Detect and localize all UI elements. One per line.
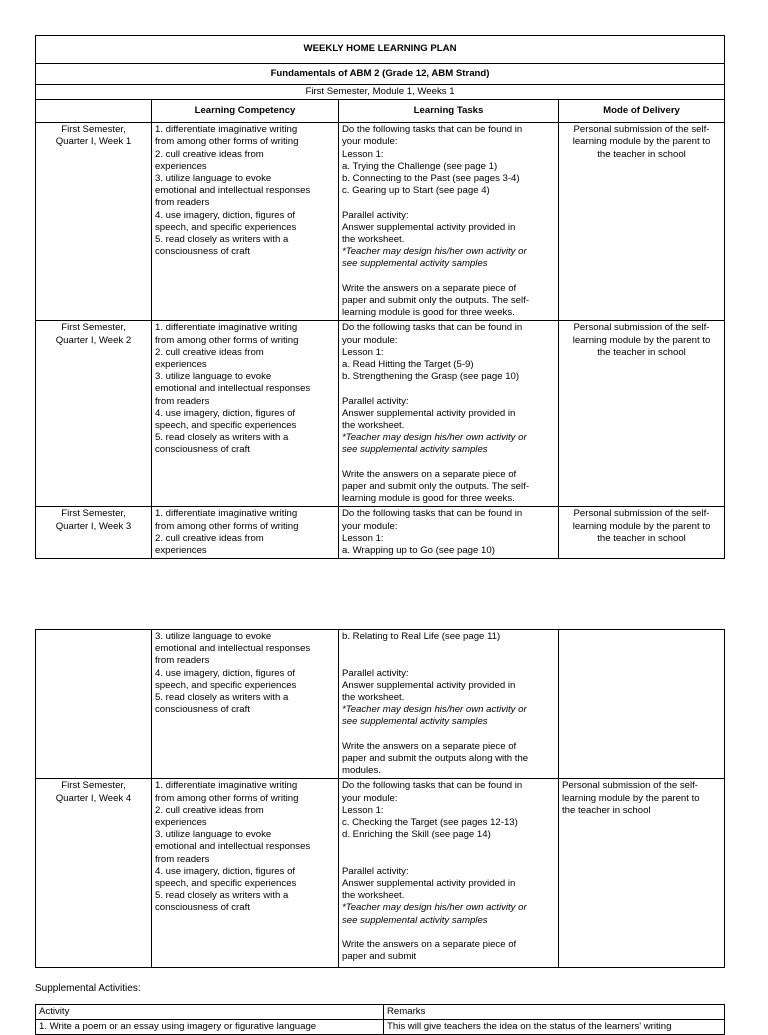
competency-cell [152, 123, 339, 321]
task-line: Do the following tasks that can be found in [342, 322, 523, 334]
competency-line: 2. cull creative ideas from [155, 532, 264, 544]
competency-line: 1. differentiate imaginative writing [155, 124, 298, 136]
delivery-cell [559, 321, 725, 507]
competency-line: 2. cull creative ideas from [155, 346, 264, 358]
competency-line: consciousness of craft [155, 246, 250, 258]
task-line: learning module is good for three weeks. [342, 307, 515, 319]
task-line: your module: [342, 792, 398, 804]
task-note: *Teacher may design his/her own activity or [342, 902, 527, 914]
week-label: Quarter I, Week 3 [55, 520, 132, 532]
task-line: Answer supplemental activity provided in [342, 877, 516, 889]
task-note: *Teacher may design his/her own activity or [342, 432, 527, 444]
activity-cell: 1. Write a poem or an essay using imagery or figurative language [36, 1020, 384, 1035]
task-line: paper and submit only the outputs. The self- [342, 481, 530, 493]
task-line: paper and submit only the outputs. The self- [342, 295, 530, 307]
task-line: modules. [342, 765, 381, 777]
competency-line: speech, and specific experiences [155, 878, 297, 890]
task-line: Lesson 1: [342, 148, 384, 160]
week-label: Quarter I, Week 1 [55, 136, 132, 148]
competency-line: consciousness of craft [155, 704, 250, 716]
task-line: the worksheet. [342, 890, 405, 902]
week-label: First Semester, [61, 124, 126, 136]
competency-line: consciousness of craft [155, 902, 250, 914]
task-line: a. Trying the Challenge (see page 1) [342, 160, 498, 172]
task-line: a. Read Hitting the Target (5-9) [342, 359, 474, 371]
task-line: b. Relating to Real Life (see page 11) [342, 631, 501, 642]
spacer [342, 854, 555, 866]
week-label: First Semester, [61, 322, 126, 334]
spacer [342, 643, 555, 655]
competency-line: 5. read closely as writers with a [155, 692, 289, 704]
competency-line: emotional and intellectual responses [155, 643, 311, 655]
task-line: Lesson 1: [342, 532, 384, 544]
header-mode-of-delivery: Mode of Delivery [559, 100, 725, 123]
competency-line: 3. utilize language to evoke [155, 371, 272, 383]
competency-line: emotional and intellectual responses [155, 383, 311, 395]
week-label: Quarter I, Week 2 [55, 334, 132, 346]
task-line: paper and submit [342, 951, 417, 963]
task-note: see supplemental activity samples [342, 716, 488, 728]
competency-line: experiences [155, 359, 207, 371]
spacer [342, 271, 555, 283]
spacer [342, 383, 555, 395]
task-note: *Teacher may design his/her own activity or [342, 246, 527, 258]
delivery-cell [559, 630, 725, 779]
task-note: see supplemental activity samples [342, 914, 488, 926]
competency-line: 5. read closely as writers with a [155, 234, 289, 246]
task-note: see supplemental activity samples [342, 444, 488, 456]
task-line: the worksheet. [342, 691, 405, 703]
competency-line: from readers [155, 395, 210, 407]
spacer [342, 841, 555, 853]
competency-line: experiences [155, 160, 207, 172]
competency-line: 3. utilize language to evoke [155, 173, 272, 185]
competency-line: experiences [155, 817, 207, 828]
document-subtitle: Fundamentals of ABM 2 (Grade 12, ABM Strand) [36, 64, 725, 85]
competency-line: 4. use imagery, diction, figures of [155, 209, 296, 221]
supplemental-activities-table [35, 1004, 725, 1035]
competency-line: 5. read closely as writers with a [155, 890, 289, 902]
task-line: your module: [342, 136, 398, 148]
task-line: Parallel activity: [342, 395, 409, 407]
task-line: c. Gearing up to Start (see page 4) [342, 185, 490, 197]
week-cell [36, 779, 152, 968]
tasks-cell [339, 123, 559, 321]
week-label: First Semester, [61, 508, 126, 520]
task-line: Do the following tasks that can be found in [342, 780, 523, 792]
header-week [36, 100, 152, 123]
task-note: see supplemental activity samples [342, 258, 488, 270]
task-line: Do the following tasks that can be found in [342, 124, 523, 136]
task-line: the worksheet. [342, 234, 405, 246]
delivery-line: learning module by the parent to [572, 334, 711, 346]
task-line: your module: [342, 520, 398, 532]
competency-line: 1. differentiate imaginative writing [155, 780, 298, 792]
delivery-line: learning module by the parent to [572, 520, 711, 532]
task-line: paper and submit the outputs along with the [342, 752, 529, 764]
week-cell [36, 321, 152, 507]
competency-line: from among other forms of writing [155, 792, 299, 804]
delivery-line: Personal submission of the self- [573, 508, 710, 520]
competency-line: 2. cull creative ideas from [155, 148, 264, 160]
header-learning-tasks: Learning Tasks [339, 100, 559, 123]
task-line: Write the answers on a separate piece of [342, 740, 517, 752]
week-cell [36, 507, 152, 559]
spacer [342, 927, 555, 939]
competency-line: from among other forms of writing [155, 136, 299, 148]
supplemental-activities-label: Supplemental Activities: [35, 983, 141, 994]
week-label: Quarter I, Week 4 [55, 792, 132, 804]
tasks-cell [339, 507, 559, 559]
delivery-cell [559, 507, 725, 559]
competency-line: speech, and specific experiences [155, 221, 297, 233]
competency-line: 4. use imagery, diction, figures of [155, 667, 296, 679]
competency-line: consciousness of craft [155, 444, 250, 456]
document-title: WEEKLY HOME LEARNING PLAN [36, 36, 725, 64]
task-line: d. Enriching the Skill (see page 14) [342, 829, 491, 841]
competency-cell [152, 507, 339, 559]
spacer [342, 197, 555, 209]
competency-line: experiences [155, 545, 207, 557]
competency-line: 1. differentiate imaginative writing [155, 508, 298, 520]
task-line: Write the answers on a separate piece of [342, 468, 517, 480]
task-line: Write the answers on a separate piece of [342, 282, 517, 294]
competency-line: speech, and specific experiences [155, 420, 297, 432]
delivery-cell [559, 123, 725, 321]
header-learning-competency: Learning Competency [152, 100, 339, 123]
weekly-plan-table [35, 35, 725, 559]
competency-line: 4. use imagery, diction, figures of [155, 407, 296, 419]
competency-line: 4. use imagery, diction, figures of [155, 865, 296, 877]
spacer [342, 729, 555, 741]
table-row [36, 507, 725, 559]
competency-line: 3. utilize language to evoke [155, 631, 272, 642]
task-line: Parallel activity: [342, 209, 409, 221]
spacer [342, 457, 555, 469]
task-line: Do the following tasks that can be found in [342, 508, 523, 520]
task-line: Write the answers on a separate piece of [342, 938, 517, 950]
week-cell [36, 630, 152, 779]
competency-line: 1. differentiate imaginative writing [155, 322, 298, 334]
spacer [342, 655, 555, 667]
task-line: your module: [342, 334, 398, 346]
task-line: Answer supplemental activity provided in [342, 407, 516, 419]
tasks-cell [339, 321, 559, 507]
task-line: Answer supplemental activity provided in [342, 679, 516, 691]
semester-line: First Semester, Module 1, Weeks 1 [36, 85, 725, 100]
task-line: Lesson 1: [342, 804, 384, 816]
delivery-line: learning module by the parent to [572, 136, 711, 148]
competency-cell [152, 321, 339, 507]
delivery-line: the teacher in school [562, 804, 651, 816]
competency-line: 5. read closely as writers with a [155, 432, 289, 444]
task-line: c. Checking the Target (see pages 12-13) [342, 817, 518, 828]
delivery-line: learning module by the parent to [562, 792, 700, 804]
competency-line: from readers [155, 853, 210, 865]
task-line: learning module is good for three weeks. [342, 493, 515, 505]
tasks-cell [339, 779, 559, 968]
competency-cell [152, 779, 339, 968]
delivery-line: Personal submission of the self- [573, 322, 710, 334]
week-cell [36, 123, 152, 321]
competency-line: 3. utilize language to evoke [155, 829, 272, 841]
competency-line: from among other forms of writing [155, 520, 299, 532]
tasks-cell [339, 630, 559, 779]
task-note: *Teacher may design his/her own activity or [342, 704, 527, 716]
delivery-cell [559, 779, 725, 968]
task-line: b. Connecting to the Past (see pages 3-4) [342, 173, 520, 185]
task-line: Answer supplemental activity provided in [342, 221, 516, 233]
week-label: First Semester, [61, 780, 126, 792]
competency-line: 2. cull creative ideas from [155, 804, 264, 816]
header-remarks: Remarks [384, 1005, 725, 1020]
delivery-line: the teacher in school [597, 148, 686, 160]
delivery-line: Personal submission of the self- [573, 124, 710, 136]
header-activity: Activity [36, 1005, 384, 1020]
delivery-line: the teacher in school [597, 532, 686, 544]
competency-line: from readers [155, 655, 210, 667]
competency-line: from among other forms of writing [155, 334, 299, 346]
competency-line: speech, and specific experiences [155, 679, 297, 691]
weekly-plan-table-continued [35, 629, 725, 968]
task-line: Lesson 1: [342, 346, 384, 358]
task-line: Parallel activity: [342, 865, 409, 877]
task-line: a. Wrapping up to Go (see page 10) [342, 545, 495, 557]
task-line: b. Strengthening the Grasp (see page 10) [342, 371, 520, 383]
competency-line: from readers [155, 197, 210, 209]
remarks-cell: This will give teachers the idea on the status of the learners' writing [384, 1020, 725, 1035]
competency-cell [152, 630, 339, 779]
task-line: the worksheet. [342, 420, 405, 432]
competency-line: emotional and intellectual responses [155, 841, 311, 853]
competency-line: emotional and intellectual responses [155, 185, 311, 197]
task-line: Parallel activity: [342, 667, 409, 679]
table-row [36, 630, 725, 779]
table-row [36, 1020, 725, 1035]
table-row [36, 123, 725, 321]
table-row [36, 321, 725, 507]
delivery-line: the teacher in school [597, 346, 686, 358]
delivery-line: Personal submission of the self- [562, 780, 698, 792]
table-row [36, 779, 725, 968]
